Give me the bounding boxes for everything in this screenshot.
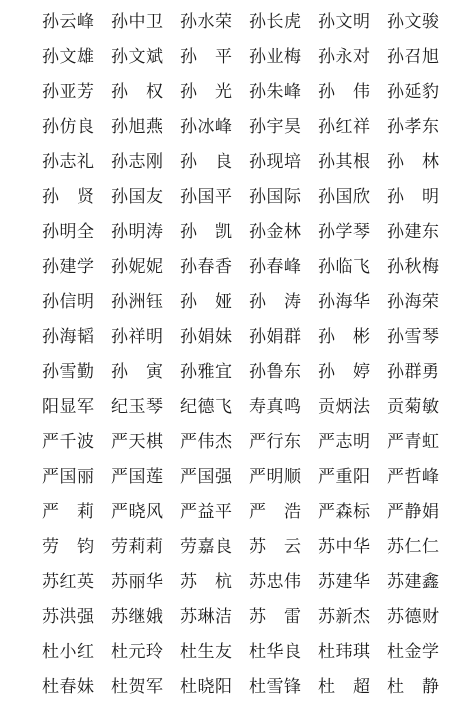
name-entry: 孙信明 bbox=[42, 292, 95, 312]
name-entry: 孙亚芳 bbox=[42, 82, 95, 102]
name-entry: 苏琳洁 bbox=[180, 607, 233, 627]
name-entry: 孙 光 bbox=[180, 82, 233, 102]
name-entry: 严重阳 bbox=[318, 467, 371, 487]
name-entry: 严志明 bbox=[318, 432, 371, 452]
name-entry: 孙仿良 bbox=[42, 117, 95, 137]
name-entry: 孙业梅 bbox=[249, 47, 302, 67]
name-entry: 严青虹 bbox=[387, 432, 440, 452]
name-entry: 苏建华 bbox=[318, 572, 371, 592]
name-entry: 孙妮妮 bbox=[111, 257, 164, 277]
name-entry: 苏德财 bbox=[387, 607, 440, 627]
name-entry: 孙群勇 bbox=[387, 362, 440, 382]
name-entry: 孙秋梅 bbox=[387, 257, 440, 277]
name-entry: 孙雅宜 bbox=[180, 362, 233, 382]
name-entry: 纪玉琴 bbox=[111, 397, 164, 417]
name-entry: 孙建学 bbox=[42, 257, 95, 277]
name-entry: 劳 钧 bbox=[42, 537, 95, 557]
name-entry: 严明顺 bbox=[249, 467, 302, 487]
name-entry: 孙金林 bbox=[249, 222, 302, 242]
name-entry: 苏忠伟 bbox=[249, 572, 302, 592]
name-entry: 阳显军 bbox=[42, 397, 95, 417]
name-entry: 孙建东 bbox=[387, 222, 440, 242]
name-entry: 贡菊敏 bbox=[387, 397, 440, 417]
name-entry: 孙 婷 bbox=[318, 362, 371, 382]
name-entry: 孙志礼 bbox=[42, 152, 95, 172]
name-entry: 严益平 bbox=[180, 502, 233, 522]
name-entry: 孙春峰 bbox=[249, 257, 302, 277]
name-entry: 孙鲁东 bbox=[249, 362, 302, 382]
name-entry: 孙现培 bbox=[249, 152, 302, 172]
name-entry: 孙水荣 bbox=[180, 12, 233, 32]
name-entry: 孙文斌 bbox=[111, 47, 164, 67]
name-entry: 寿真鸣 bbox=[249, 397, 302, 417]
name-entry: 孙 明 bbox=[387, 187, 440, 207]
name-entry: 杜华良 bbox=[249, 642, 302, 662]
name-entry: 孙其根 bbox=[318, 152, 371, 172]
name-entry: 孙娟群 bbox=[249, 327, 302, 347]
name-entry: 孙 涛 bbox=[249, 292, 302, 312]
name-entry: 孙延豹 bbox=[387, 82, 440, 102]
name-entry: 孙长虎 bbox=[249, 12, 302, 32]
name-entry: 杜 超 bbox=[318, 677, 371, 697]
name-entry: 严千波 bbox=[42, 432, 95, 452]
name-entry: 劳莉莉 bbox=[111, 537, 164, 557]
name-entry: 孙祥明 bbox=[111, 327, 164, 347]
name-entry: 孙 权 bbox=[111, 82, 164, 102]
name-entry: 孙 林 bbox=[387, 152, 440, 172]
name-entry: 孙冰峰 bbox=[180, 117, 233, 137]
name-entry: 孙 彬 bbox=[318, 327, 371, 347]
name-entry: 孙 良 bbox=[180, 152, 233, 172]
name-entry: 苏中华 bbox=[318, 537, 371, 557]
name-entry: 苏洪强 bbox=[42, 607, 95, 627]
name-entry: 孙海华 bbox=[318, 292, 371, 312]
name-entry: 孙永对 bbox=[318, 47, 371, 67]
name-entry: 孙雪琴 bbox=[387, 327, 440, 347]
name-entry: 孙 平 bbox=[180, 47, 233, 67]
name-entry: 苏继娥 bbox=[111, 607, 164, 627]
name-list bbox=[42, 9, 457, 709]
name-entry: 苏建鑫 bbox=[387, 572, 440, 592]
name-entry: 严静娟 bbox=[387, 502, 440, 522]
name-entry: 严伟杰 bbox=[180, 432, 233, 452]
name-entry: 孙国际 bbox=[249, 187, 302, 207]
name-entry: 孙旭燕 bbox=[111, 117, 164, 137]
name-entry: 杜晓阳 bbox=[180, 677, 233, 697]
name-entry: 杜春妹 bbox=[42, 677, 95, 697]
name-entry: 苏丽华 bbox=[111, 572, 164, 592]
name-entry: 孙文骏 bbox=[387, 12, 440, 32]
name-entry: 苏红英 bbox=[42, 572, 95, 592]
name-entry: 孙 寅 bbox=[111, 362, 164, 382]
name-entry: 孙孝东 bbox=[387, 117, 440, 137]
name-entry: 孙中卫 bbox=[111, 12, 164, 32]
name-entry: 严哲峰 bbox=[387, 467, 440, 487]
name-entry: 孙 伟 bbox=[318, 82, 371, 102]
name-entry: 劳嘉良 bbox=[180, 537, 233, 557]
name-entry: 孙春香 bbox=[180, 257, 233, 277]
name-entry: 孙云峰 bbox=[42, 12, 95, 32]
name-entry: 苏 云 bbox=[249, 537, 302, 557]
name-entry: 严 浩 bbox=[249, 502, 302, 522]
name-entry: 严国莲 bbox=[111, 467, 164, 487]
name-entry: 孙海荣 bbox=[387, 292, 440, 312]
name-entry: 孙明全 bbox=[42, 222, 95, 242]
name-entry: 孙文明 bbox=[318, 12, 371, 32]
name-entry: 孙红祥 bbox=[318, 117, 371, 137]
name-entry: 杜 静 bbox=[387, 677, 440, 697]
name-entry: 孙海韬 bbox=[42, 327, 95, 347]
name-entry: 孙宇昊 bbox=[249, 117, 302, 137]
name-entry: 孙 贤 bbox=[42, 187, 95, 207]
name-entry: 杜生友 bbox=[180, 642, 233, 662]
name-entry: 严国丽 bbox=[42, 467, 95, 487]
name-entry: 孙雪勤 bbox=[42, 362, 95, 382]
name-entry: 杜雪锋 bbox=[249, 677, 302, 697]
name-entry: 苏仁仁 bbox=[387, 537, 440, 557]
name-entry: 孙 娅 bbox=[180, 292, 233, 312]
name-entry: 纪德飞 bbox=[180, 397, 233, 417]
name-entry: 杜元玲 bbox=[111, 642, 164, 662]
name-entry: 杜贺军 bbox=[111, 677, 164, 697]
name-entry: 孙国友 bbox=[111, 187, 164, 207]
name-entry: 孙学琴 bbox=[318, 222, 371, 242]
name-entry: 严 莉 bbox=[42, 502, 95, 522]
name-entry: 杜玮琪 bbox=[318, 642, 371, 662]
name-entry: 苏 雷 bbox=[249, 607, 302, 627]
name-entry: 严森标 bbox=[318, 502, 371, 522]
name-entry: 孙洲钰 bbox=[111, 292, 164, 312]
name-entry: 苏新杰 bbox=[318, 607, 371, 627]
name-entry: 苏 杭 bbox=[180, 572, 233, 592]
name-entry: 孙志刚 bbox=[111, 152, 164, 172]
name-entry: 孙文雄 bbox=[42, 47, 95, 67]
name-entry: 严行东 bbox=[249, 432, 302, 452]
name-entry: 孙国平 bbox=[180, 187, 233, 207]
name-entry: 孙明涛 bbox=[111, 222, 164, 242]
name-entry: 严晓风 bbox=[111, 502, 164, 522]
name-entry: 贡炳法 bbox=[318, 397, 371, 417]
name-entry: 孙召旭 bbox=[387, 47, 440, 67]
name-entry: 杜金学 bbox=[387, 642, 440, 662]
name-entry: 严国强 bbox=[180, 467, 233, 487]
name-entry: 孙娟妹 bbox=[180, 327, 233, 347]
name-entry: 孙朱峰 bbox=[249, 82, 302, 102]
name-entry: 孙 凯 bbox=[180, 222, 233, 242]
name-entry: 杜小红 bbox=[42, 642, 95, 662]
name-entry: 严天棋 bbox=[111, 432, 164, 452]
name-entry: 孙临飞 bbox=[318, 257, 371, 277]
name-entry: 孙国欣 bbox=[318, 187, 371, 207]
